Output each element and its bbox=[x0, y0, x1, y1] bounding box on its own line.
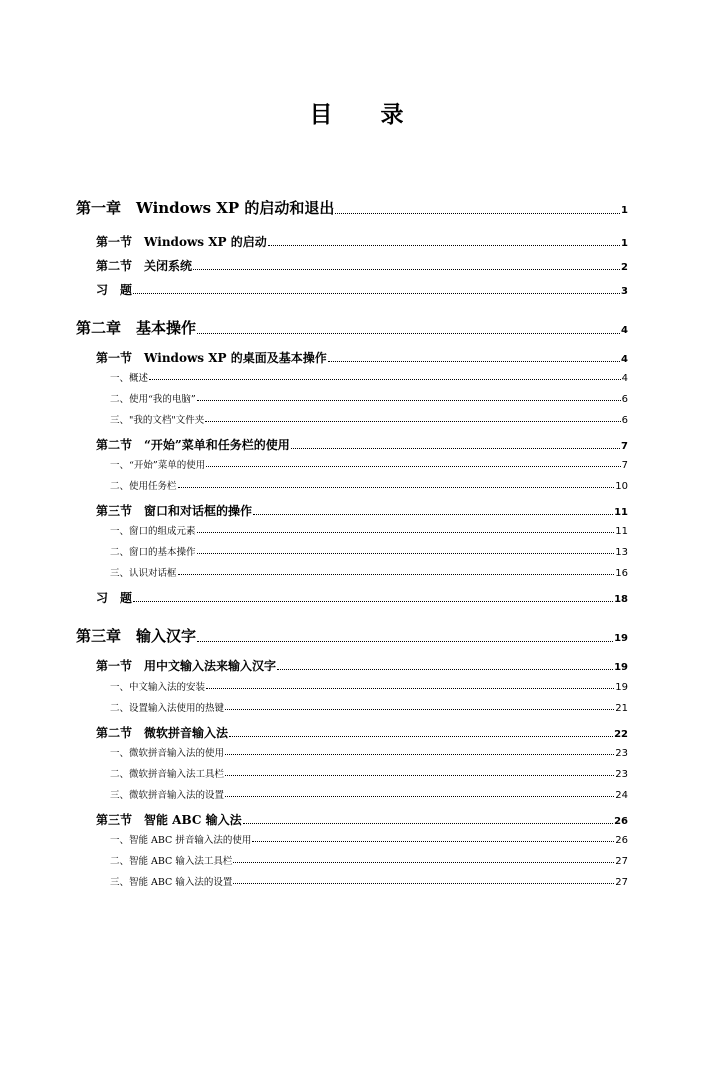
dot-leader bbox=[197, 531, 615, 533]
toc-entry-section bbox=[96, 257, 628, 274]
toc-page-number: 7 bbox=[621, 441, 628, 452]
toc-entry-sub bbox=[110, 745, 628, 759]
dot-leader bbox=[225, 774, 614, 776]
dot-leader bbox=[205, 420, 620, 422]
dot-leader bbox=[277, 668, 613, 670]
dot-leader bbox=[291, 447, 620, 449]
toc-entry-title: 第二节 “开始”菜单和任务栏的使用 bbox=[96, 438, 290, 452]
dot-leader bbox=[206, 465, 620, 467]
toc-entry-section bbox=[96, 811, 628, 828]
toc-page-number: 23 bbox=[615, 748, 628, 759]
toc-entry-title: 第三节 智能 ABC 输入法 bbox=[96, 813, 242, 827]
toc-entry-title: 习 题 bbox=[96, 283, 133, 297]
dot-leader bbox=[225, 795, 614, 797]
toc-entry-section bbox=[96, 502, 628, 519]
toc-entry-sub bbox=[110, 787, 628, 801]
toc-entry-title: 三、"我的文档"文件夹 bbox=[110, 415, 205, 426]
toc-entry-section bbox=[96, 349, 628, 366]
dot-leader bbox=[243, 822, 613, 824]
toc-entry-title: 一、窗口的组成元素 bbox=[110, 526, 196, 537]
toc-entry-title: 第一节 Windows XP 的桌面及基本操作 bbox=[96, 351, 327, 365]
toc-entry-section bbox=[96, 436, 628, 453]
toc-page-number: 13 bbox=[615, 547, 628, 558]
toc-entry-sub bbox=[110, 478, 628, 492]
toc-page-number: 2 bbox=[621, 262, 628, 273]
toc-entry-title: 一、微软拼音输入法的使用 bbox=[110, 748, 225, 759]
toc-entry-title: 三、微软拼音输入法的设置 bbox=[110, 790, 225, 801]
toc-entry-title: 一、概述 bbox=[110, 373, 149, 384]
toc-entry-sub bbox=[110, 766, 628, 780]
toc-page-number: 27 bbox=[615, 877, 628, 888]
toc-page-number: 18 bbox=[614, 594, 628, 605]
toc-entry-title: 第二节 微软拼音输入法 bbox=[96, 726, 229, 740]
toc-entry-title: 习 题 bbox=[96, 591, 133, 605]
toc-page-number: 1 bbox=[621, 205, 628, 216]
toc-entry-title: 第二章 基本操作 bbox=[76, 319, 197, 337]
page-title: 目 录 bbox=[309, 102, 424, 128]
toc-entry-chapter bbox=[76, 197, 628, 218]
toc-page-number: 19 bbox=[615, 682, 628, 693]
dot-leader bbox=[252, 840, 614, 842]
toc-entry-title: 第二节 关闭系统 bbox=[96, 259, 193, 273]
toc-entry-title: 一、智能 ABC 拼音输入法的使用 bbox=[110, 835, 252, 846]
toc-entry-title: 第三节 窗口和对话框的操作 bbox=[96, 504, 253, 518]
toc-page-number: 6 bbox=[621, 394, 628, 405]
dot-leader bbox=[197, 399, 621, 401]
toc-entry-section bbox=[96, 657, 628, 674]
toc-entry-title: 二、设置输入法使用的热键 bbox=[110, 703, 225, 714]
toc-entry-sub bbox=[110, 544, 628, 558]
toc-page-number: 4 bbox=[621, 373, 628, 384]
toc-entry-section bbox=[96, 724, 628, 741]
toc-page-number: 19 bbox=[614, 662, 628, 673]
toc-entry-title: 二、微软拼音输入法工具栏 bbox=[110, 769, 225, 780]
toc-entry-title: 三、认识对话框 bbox=[110, 568, 177, 579]
dot-leader bbox=[133, 292, 620, 294]
dot-leader bbox=[225, 753, 614, 755]
toc-entry-title: 三、智能 ABC 输入法的设置 bbox=[110, 877, 233, 888]
toc-entry-sub bbox=[110, 457, 628, 471]
toc-page-number: 11 bbox=[615, 526, 628, 537]
toc-page-number: 3 bbox=[621, 286, 628, 297]
toc-entry-section bbox=[96, 233, 628, 250]
toc-page-number: 26 bbox=[614, 816, 628, 827]
toc-page-number: 26 bbox=[615, 835, 628, 846]
dot-leader bbox=[197, 552, 615, 554]
dot-leader bbox=[133, 600, 613, 602]
toc-page-number: 27 bbox=[615, 856, 628, 867]
toc-entry-title: 二、智能 ABC 输入法工具栏 bbox=[110, 856, 233, 867]
toc-entry-title: 二、使用任务栏 bbox=[110, 481, 177, 492]
toc-entry-chapter bbox=[76, 625, 628, 646]
toc-page-number: 16 bbox=[615, 568, 628, 579]
toc-entry-title: 第一节 用中文输入法来输入汉字 bbox=[96, 659, 277, 673]
toc-entry-section bbox=[96, 589, 628, 606]
toc-entry-sub bbox=[110, 874, 628, 888]
dot-leader bbox=[335, 212, 620, 214]
toc-page-number: 1 bbox=[621, 238, 628, 249]
toc-entry-sub bbox=[110, 700, 628, 714]
dot-leader bbox=[233, 882, 614, 884]
dot-leader bbox=[328, 360, 620, 362]
toc-page-number: 6 bbox=[621, 415, 628, 426]
toc-page-number: 7 bbox=[621, 460, 628, 471]
toc-page-number: 4 bbox=[621, 354, 628, 365]
toc-entry-title: 第一章 Windows XP 的启动和退出 bbox=[76, 199, 335, 217]
toc-entry-sub bbox=[110, 679, 628, 693]
dot-leader bbox=[197, 332, 620, 334]
dot-leader bbox=[233, 861, 614, 863]
toc-page-number: 24 bbox=[615, 790, 628, 801]
dot-leader bbox=[149, 378, 621, 380]
dot-leader bbox=[268, 244, 620, 246]
toc-entry-sub bbox=[110, 391, 628, 405]
toc-entry-sub bbox=[110, 370, 628, 384]
toc-entry-title: 第一节 Windows XP 的启动 bbox=[96, 235, 267, 249]
dot-leader bbox=[253, 513, 613, 515]
toc-entry-title: 二、窗口的基本操作 bbox=[110, 547, 196, 558]
toc-page-number: 19 bbox=[614, 633, 628, 644]
toc-page-number: 23 bbox=[615, 769, 628, 780]
toc-page-number: 11 bbox=[614, 507, 628, 518]
dot-leader bbox=[197, 640, 613, 642]
toc-entry-title: 第三章 输入汉字 bbox=[76, 627, 197, 645]
dot-leader bbox=[229, 735, 613, 737]
toc-entry-title: 一、中文输入法的安装 bbox=[110, 682, 206, 693]
toc-entry-sub bbox=[110, 832, 628, 846]
toc-page-number: 10 bbox=[615, 481, 628, 492]
toc-entry-sub bbox=[110, 523, 628, 537]
dot-leader bbox=[178, 486, 615, 488]
toc-page-number: 21 bbox=[615, 703, 628, 714]
toc-page-number: 22 bbox=[614, 729, 628, 740]
toc-page-number: 4 bbox=[621, 325, 628, 336]
toc-entry-section bbox=[96, 281, 628, 298]
dot-leader bbox=[225, 708, 614, 710]
dot-leader bbox=[178, 573, 615, 575]
toc-entry-title: 一、“开始”菜单的使用 bbox=[110, 460, 206, 471]
toc-entry-sub bbox=[110, 565, 628, 579]
toc-entry-sub bbox=[110, 412, 628, 426]
dot-leader bbox=[206, 687, 614, 689]
toc-entry-sub bbox=[110, 853, 628, 867]
dot-leader bbox=[193, 268, 620, 270]
toc-entry-chapter bbox=[76, 317, 628, 338]
toc-entry-title: 二、使用“我的电脑” bbox=[110, 394, 196, 405]
